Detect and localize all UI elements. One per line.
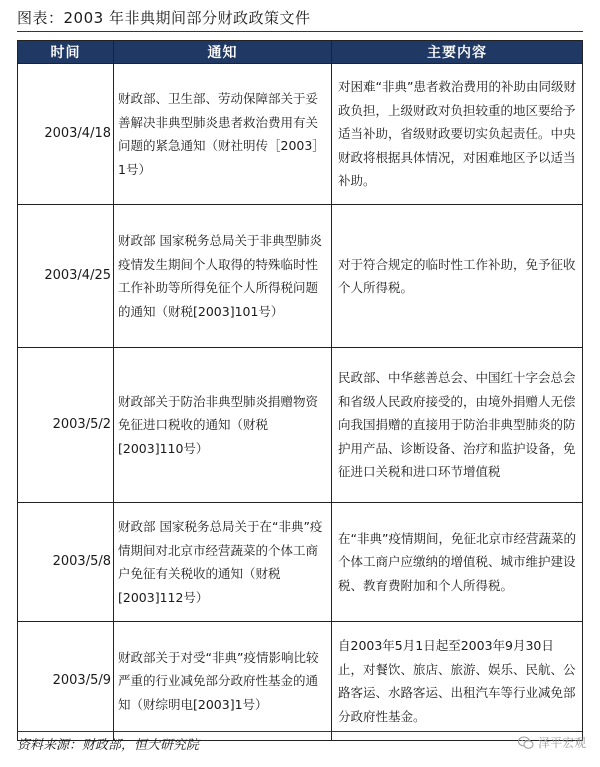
table-row (18, 622, 583, 741)
table-row (18, 64, 583, 205)
figure-title: 图表：2003 年非典期间部分财政政策文件 (17, 5, 583, 32)
row-content: 在“非典”疫情期间，免征北京市经营蔬菜的个体工商户应缴纳的增值税、城市维护建设税、教育费附加和个人所得税。 (332, 503, 583, 622)
table-row (18, 205, 583, 348)
row-content: 自2003年5月1日起至2003年9月30日止，对餐饮、旅店、旅游、娱乐、民航、公路客运、水路客运、出租汽车等行业减免部分政府性基金。 (332, 622, 583, 741)
watermark (518, 734, 586, 751)
row-content: 对困难“非典”患者救治费用的补助由同级财政负担，上级财政对负担较重的地区要给予适当补助，省级财政要切实负起责任。中央财政将根据具体情况，对困难地区予以适当补助。 (332, 64, 583, 205)
row-notice: 财政部关于防治非典型肺炎捐赠物资免征进口税收的通知（财税[2003]110号） (114, 348, 332, 503)
row-date: 2003/5/2 (18, 348, 114, 503)
watermark-text: 泽平宏观 (537, 736, 586, 750)
row-date: 2003/4/18 (18, 64, 114, 205)
row-date: 2003/5/9 (18, 622, 114, 741)
row-content: 民政部、中华慈善总会、中国红十字会总会和省级人民政府接受的，由境外捐赠人无偿向我国捐赠的直接用于防治非典型肺炎的防护用产品、诊断设备、治疗和监护设备，免征进口关税和进口环节增值税 (332, 348, 583, 503)
row-notice: 财政部关于对受“非典”疫情影响比较严重的行业减免部分政府性基金的通知（财综明电[2003]1号） (114, 622, 332, 741)
table-row (18, 503, 583, 622)
row-notice: 财政部 国家税务总局关于非典型肺炎疫情发生期间个人取得的特殊临时性工作补助等所得免征个人所得税问题的通知（财税[2003]101号） (114, 205, 332, 348)
wechat-icon (518, 736, 534, 750)
header-date: 时间 (18, 41, 114, 64)
header-notice: 通知 (114, 41, 332, 64)
row-notice: 财政部 国家税务总局关于在“非典”疫情期间对北京市经营蔬菜的个体工商户免征有关税收的通知（财税[2003]112号） (114, 503, 332, 622)
row-date: 2003/4/25 (18, 205, 114, 348)
row-notice: 财政部、卫生部、劳动保障部关于妥善解决非典型肺炎患者救治费用有关问题的紧急通知（财社明传［2003］1号） (114, 64, 332, 205)
table-row (18, 348, 583, 503)
table-header-row (18, 41, 583, 64)
source-note: 资料来源：财政部，恒大研究院 (17, 731, 582, 760)
header-content: 主要内容 (332, 41, 583, 64)
row-content: 对于符合规定的临时性工作补助，免予征收个人所得税。 (332, 205, 583, 348)
row-date: 2003/5/8 (18, 503, 114, 622)
policy-table (17, 40, 583, 741)
